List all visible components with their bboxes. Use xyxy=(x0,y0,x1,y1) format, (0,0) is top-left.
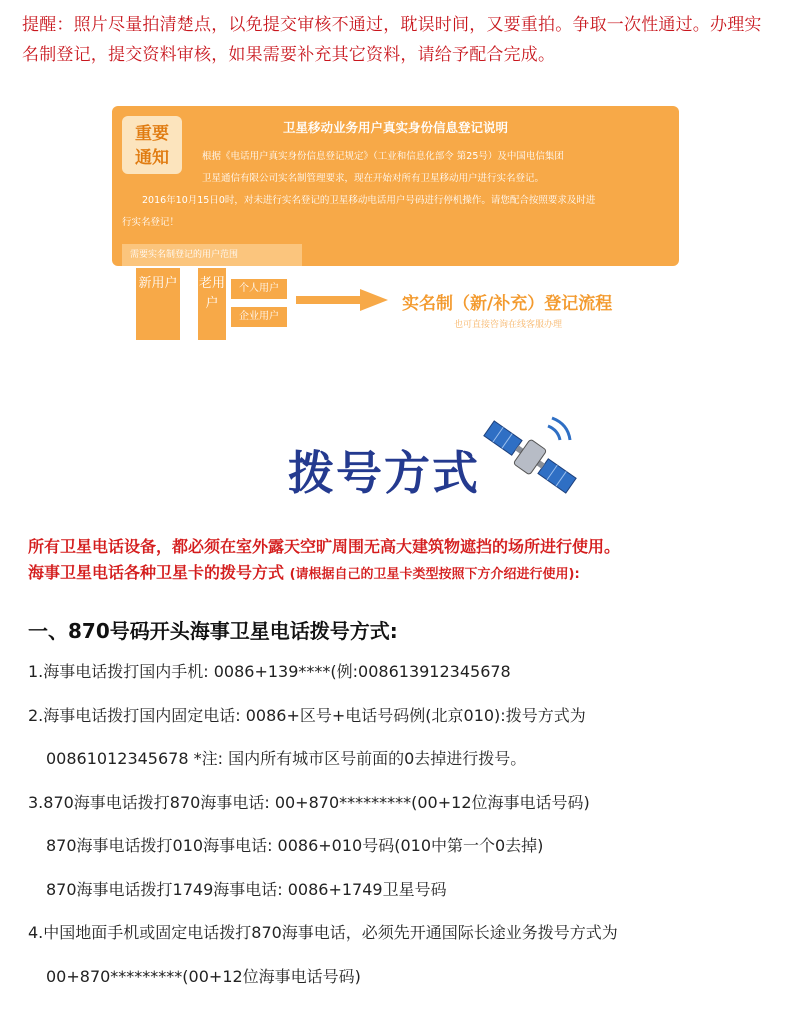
new-users-label: 新用户 xyxy=(136,268,180,340)
warning-line1: 所有卫星电话设备，都必须在室外露天空旷周围无高大建筑物遮挡的场所进行使用。 xyxy=(28,537,621,556)
old-users-label: 老用户 xyxy=(198,268,226,340)
dial-item: 1.海事电话拨打国内手机: 0086+139****(例:008613912345678 xyxy=(28,662,511,681)
badge-line1: 重要 xyxy=(135,124,169,144)
dial-item: 870海事电话拨打010海事电话: 0086+010号码(010中第一个0去掉) xyxy=(46,836,544,855)
usage-warning xyxy=(28,534,620,588)
notice-card xyxy=(112,106,679,266)
notice-para2-line1: 2016年10月15日0时，对未进行实名登记的卫星移动电话用户号码进行停机操作。请您配合按照要求及时进 xyxy=(142,195,596,206)
scope-label: 需要实名制登记的用户范围 xyxy=(122,244,302,266)
notice-body xyxy=(122,146,670,234)
dialing-heading: 拨号方式 xyxy=(288,446,480,500)
notice-banner xyxy=(112,106,679,344)
notice-para2-line2: 行实名登记！ xyxy=(122,217,180,228)
enterprise-user-tag: 企业用户 xyxy=(230,306,288,328)
warning-line2-note: (请根据自己的卫星卡类型按照下方介绍进行使用): xyxy=(289,567,580,582)
personal-user-tag: 个人用户 xyxy=(230,278,288,300)
flow-subtitle: 也可直接咨询在线客服办理 xyxy=(454,320,563,330)
flow-title: 实名制（新/补充）登记流程 xyxy=(402,294,613,314)
dial-item: 00861012345678 *注: 国内所有城市区号前面的0去掉进行拨号。 xyxy=(46,749,527,768)
notice-para1-line1: 根据《电话用户真实身份信息登记规定》（工业和信息化部令 第25号）及中国电信集团 xyxy=(202,151,564,162)
satellite-icon xyxy=(478,412,582,502)
dial-item: 00+870*********(00+12位海事电话号码) xyxy=(46,967,361,986)
right-arrow-icon xyxy=(296,289,388,311)
notice-title: 卫星移动业务用户真实身份信息登记说明 xyxy=(282,120,508,135)
warning-line2-main: 海事卫星电话各种卫星卡的拨号方式 xyxy=(28,563,285,582)
warning-line2 xyxy=(28,560,620,588)
section-title: 一、870号码开头海事卫星电话拨号方式: xyxy=(28,619,398,643)
dial-item: 4.中国地面手机或固定电话拨打870海事电话，必须先开通国际长途业务拨号方式为 xyxy=(28,923,618,942)
photo-tip: 提醒：照片尽量拍清楚点，以免提交审核不通过，耽误时间，又要重拍。争取一次性通过。办理实名制登记，提交资料审核，如果需要补充其它资料，请给予配合完成。 xyxy=(22,15,762,65)
dial-item: 3.870海事电话拨打870海事电话: 00+870*********(00+12位海事电话号码) xyxy=(28,793,590,812)
dial-item: 870海事电话拨打1749海事电话: 0086+1749卫星号码 xyxy=(46,880,447,899)
dial-item: 2.海事电话拨打国内固定电话: 0086+区号+电话号码例(北京010):拨号方式为 xyxy=(28,706,586,725)
notice-para1-line2: 卫星通信有限公司实名制管理要求，现在开始对所有卫星移动用户进行实名登记。 xyxy=(202,173,545,184)
badge-line2: 通知 xyxy=(135,148,169,168)
